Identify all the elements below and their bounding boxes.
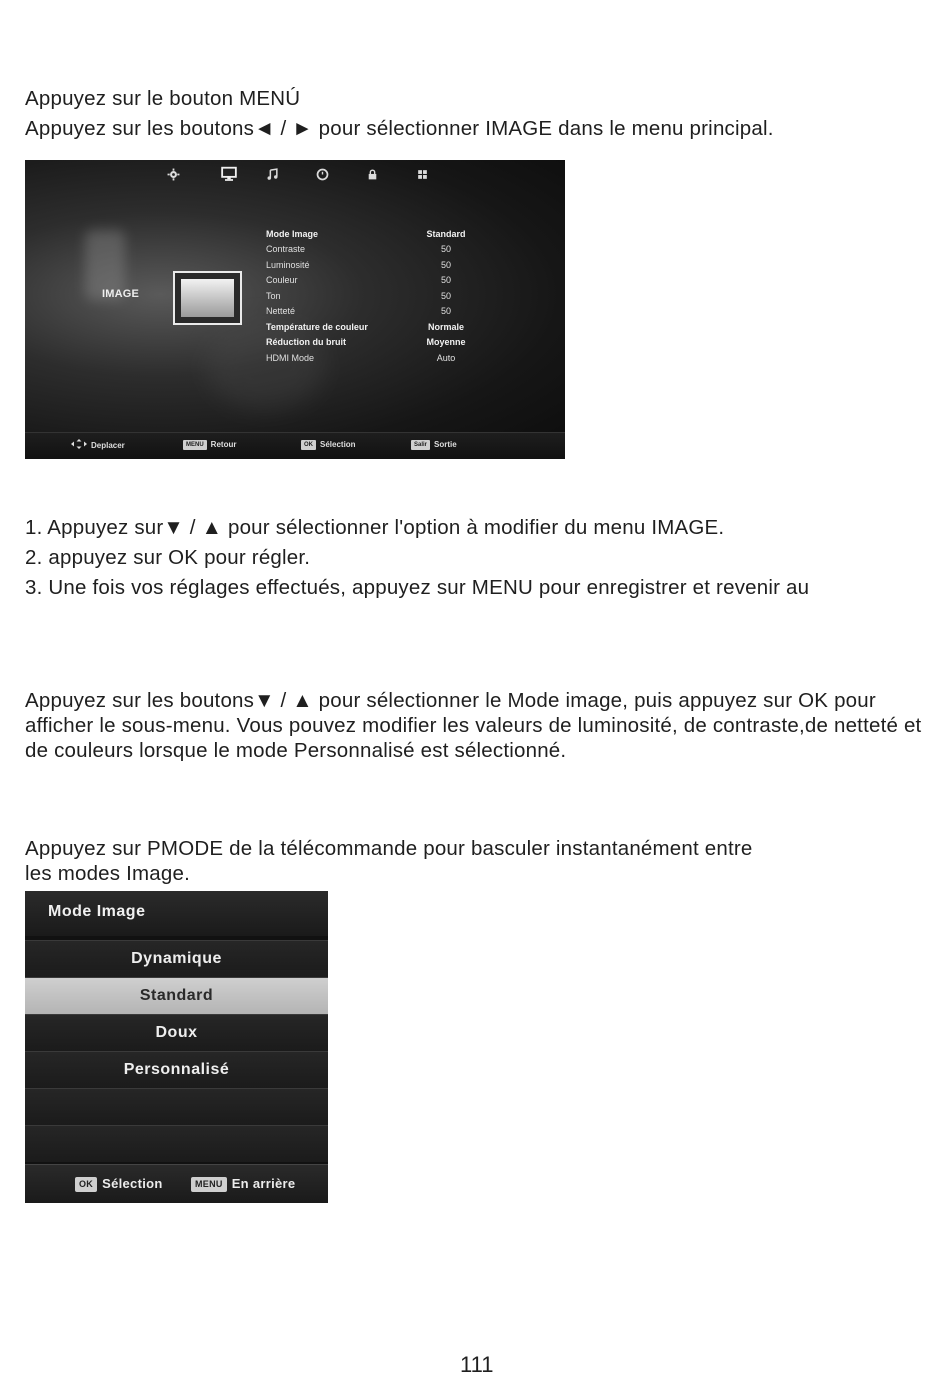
ok-key-badge: OK	[301, 440, 316, 450]
clock-icon	[315, 166, 329, 182]
mode-option-empty	[25, 1088, 328, 1125]
menu-row-contraste[interactable]	[266, 242, 506, 256]
menu-row-label: HDMI Mode	[266, 353, 315, 363]
mode-option-empty	[25, 1125, 328, 1162]
menu-row-label: Ton	[266, 291, 281, 301]
footer-move-label: Deplacer	[91, 441, 125, 451]
menu-section-label: IMAGE	[102, 288, 140, 300]
grid-icon	[415, 166, 429, 182]
page-number: 111	[460, 1352, 494, 1377]
menu-row-value: Standard	[426, 229, 466, 239]
menu-row-value: 50	[440, 260, 451, 270]
footer-select-label: Sélection	[320, 440, 356, 449]
mode-option-doux[interactable]: Doux	[25, 1014, 328, 1051]
picture-icon	[173, 271, 242, 325]
menu-row-label: Luminosité	[266, 260, 310, 270]
menu-row-label: Netteté	[266, 306, 296, 316]
menu-row-value: 50	[440, 244, 451, 254]
footer-back	[183, 439, 236, 451]
monitor-icon	[220, 166, 238, 182]
menu-row-value: 50	[440, 291, 451, 301]
menu-row-label: Température de couleur	[266, 322, 368, 332]
mode-footer-select-label: Sélection	[102, 1176, 163, 1191]
pmode-line-1: Appuyez sur PMODE de la télécommande pour basculer instantanément entre	[25, 837, 753, 860]
lock-icon	[365, 166, 379, 182]
menu-row-hdmi-mode[interactable]	[266, 351, 506, 365]
mode-option-standard[interactable]: Standard	[25, 977, 328, 1014]
music-note-icon	[265, 166, 279, 182]
mode-footer-select	[75, 1176, 163, 1192]
mode-image-paragraph: Appuyez sur les boutons▼ / ▲ pour sélectionner le Mode image, puis appuyez sur OK pour afficher le sous-menu. Vous pouvez modifier les valeurs de luminosité, de contraste,de netteté et de couleurs lorsque le mode Personnalisé est sélectionné.	[25, 689, 922, 762]
menu-row-ton[interactable]	[266, 289, 506, 303]
menu-row-temperature[interactable]	[266, 320, 506, 334]
menu-row-nettete[interactable]	[266, 304, 506, 318]
footer-move	[71, 439, 125, 453]
menu-row-label: Réduction du bruit	[266, 337, 346, 347]
ok-key-badge: OK	[75, 1177, 97, 1192]
intro-line-2: Appuyez sur les boutons◄ / ► pour sélectionner IMAGE dans le menu principal.	[25, 117, 774, 140]
menu-key-badge: MENU	[191, 1177, 227, 1192]
menu-row-value: Normale	[427, 322, 464, 332]
mode-footer-back	[191, 1176, 295, 1192]
mode-footer-back-label: En arrière	[231, 1176, 296, 1191]
main-menu-screenshot	[25, 160, 565, 459]
menu-footer	[25, 432, 565, 459]
footer-select	[301, 439, 356, 451]
move-arrows-icon	[71, 439, 87, 453]
step-2: 2. appuyez sur OK pour régler.	[25, 546, 311, 569]
menu-row-reduction-bruit[interactable]	[266, 335, 506, 349]
mode-option-personnalise[interactable]: Personnalisé	[25, 1051, 328, 1088]
menu-row-label: Contraste	[266, 244, 306, 254]
menu-row-value: 50	[440, 306, 451, 316]
footer-exit-label: Sortie	[434, 440, 457, 449]
mode-menu-footer	[25, 1164, 328, 1203]
menu-key-badge: MENU	[183, 440, 207, 450]
step-3: 3. Une fois vos réglages effectués, appuyez sur MENU pour enregistrer et revenir au	[25, 576, 810, 599]
step-1: 1. Appuyez sur▼ / ▲ pour sélectionner l'option à modifier du menu IMAGE.	[25, 516, 725, 539]
menu-row-label: Couleur	[266, 275, 298, 285]
exit-key-badge: Salir	[411, 440, 430, 450]
menu-row-couleur[interactable]	[266, 273, 506, 287]
intro-line-1: Appuyez sur le bouton MENÚ	[25, 87, 301, 110]
mode-option-dynamique[interactable]: Dynamique	[25, 940, 328, 977]
footer-back-label: Retour	[210, 440, 237, 449]
menu-row-label: Mode Image	[266, 229, 319, 239]
menu-row-luminosite[interactable]	[266, 258, 506, 272]
mode-menu-header	[25, 891, 328, 936]
gear-icon	[166, 166, 180, 182]
menu-row-value: Moyenne	[426, 337, 466, 347]
pmode-line-2: les modes Image.	[25, 862, 190, 885]
footer-exit	[411, 439, 457, 451]
menu-row-value: 50	[440, 275, 451, 285]
menu-row-mode-image[interactable]	[266, 227, 506, 241]
mode-image-screenshot	[25, 891, 328, 1203]
mode-menu-title: Mode Image	[48, 903, 146, 920]
menu-row-value: Auto	[436, 353, 456, 363]
